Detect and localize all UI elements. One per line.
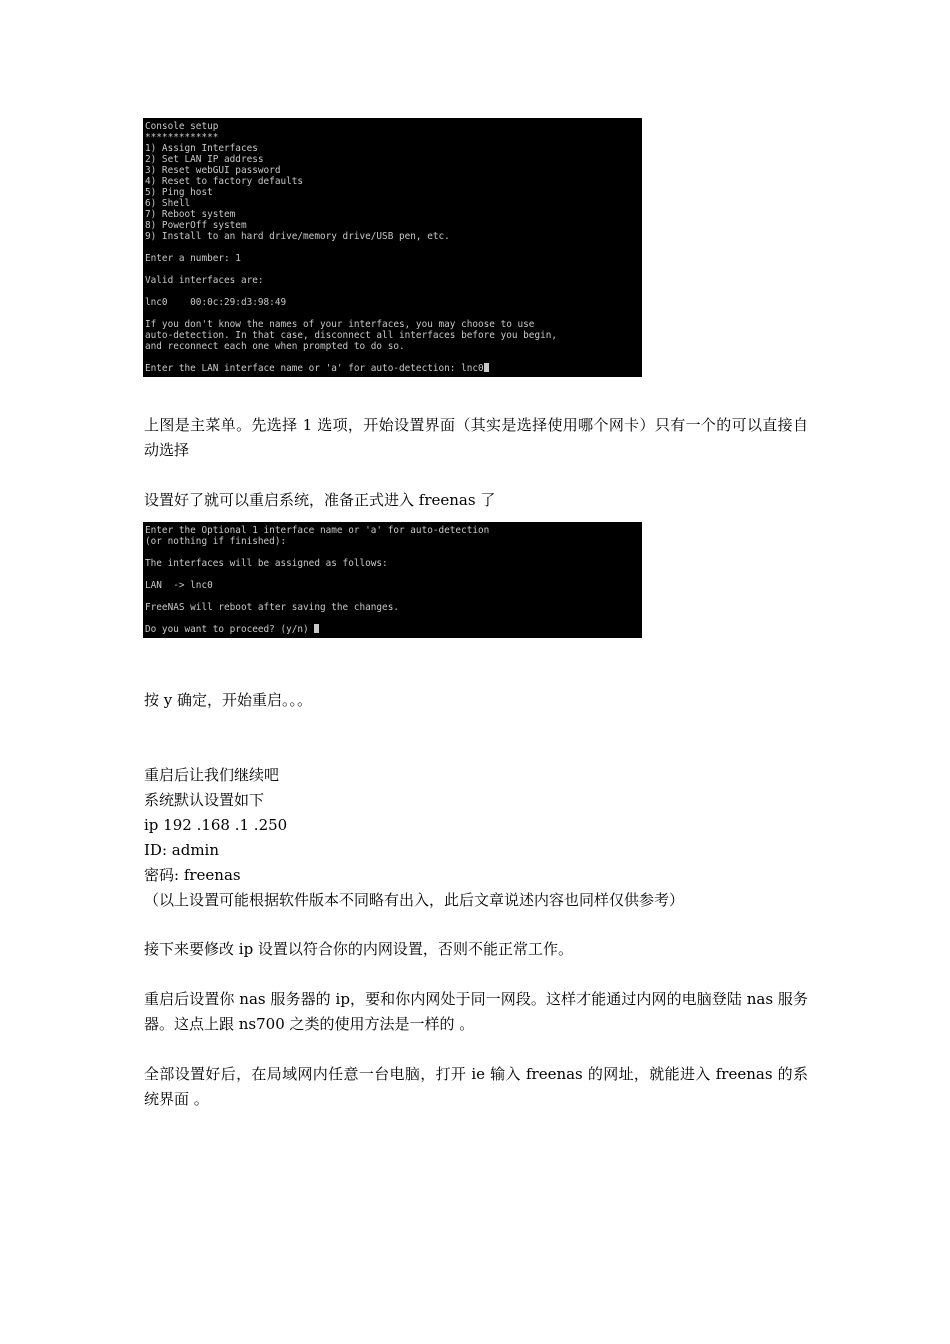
- terminal-line: and reconnect each one when prompted to do so.: [145, 341, 405, 352]
- default-id: ID: admin: [144, 841, 219, 859]
- terminal-prompt-line: [145, 624, 640, 635]
- terminal-line: Enter a number: 1: [145, 253, 241, 264]
- terminal-prompt-text: Do you want to proceed? (y/n): [145, 624, 315, 635]
- terminal-line: 5) Ping host: [145, 187, 213, 198]
- paragraph-set-ip: 重启后设置你 nas 服务器的 ip，要和你内网处于同一网段。这样才能通过内网的电脑登陆 nas 服务器。这点上跟 ns700 之类的使用方法是一样的 。: [144, 990, 808, 1033]
- interface-assign-screenshot: [143, 522, 642, 638]
- default-ip: ip 192 .168 .1 .250: [144, 816, 288, 834]
- cursor-icon: [314, 624, 319, 633]
- terminal-line: [145, 242, 640, 253]
- terminal-line: (or nothing if finished):: [145, 536, 287, 547]
- terminal-line: lnc0 00:0c:29:d3:98:49: [145, 297, 287, 308]
- paragraph-modify-ip: 接下来要修改 ip 设置以符合你的内网设置，否则不能正常工作。: [144, 940, 573, 958]
- continue-line: 重启后让我们继续吧: [144, 766, 280, 784]
- terminal-line: [145, 352, 640, 363]
- terminal-line: 2) Set LAN IP address: [145, 154, 264, 165]
- terminal-line: auto-detection. In that case, disconnect all interfaces before you begin,: [145, 330, 558, 341]
- terminal-prompt-text: Enter the LAN interface name or 'a' for auto-detection: lnc0: [145, 363, 484, 374]
- cursor-icon: [484, 363, 489, 372]
- default-settings-block: [144, 763, 808, 913]
- defaults-heading: 系统默认设置如下: [144, 791, 265, 809]
- terminal-line: FreeNAS will reboot after saving the changes.: [145, 602, 399, 613]
- terminal-line: 3) Reset webGUI password: [145, 165, 281, 176]
- terminal-prompt-line: [145, 363, 640, 374]
- paragraph-reboot-ready: 设置好了就可以重启系统，准备正式进入 freenas 了: [144, 491, 496, 509]
- terminal-line: LAN -> lnc0: [145, 580, 213, 591]
- terminal-line: Enter the Optional 1 interface name or 'a' for auto-detection: [145, 525, 490, 536]
- terminal-line: 9) Install to an hard drive/memory drive/USB pen, etc.: [145, 231, 450, 242]
- terminal-line: [145, 264, 640, 275]
- terminal-line: [145, 569, 640, 580]
- terminal-line: *************: [145, 132, 219, 143]
- version-note: （以上设置可能根据软件版本不同略有出入，此后文章说述内容也同样仅供参考）: [144, 891, 685, 909]
- console-setup-screenshot: [143, 118, 642, 377]
- paragraph-main-menu: 上图是主菜单。先选择 1 选项，开始设置界面（其实是选择使用哪个网卡）只有一个的可以直接自动选择: [144, 416, 808, 459]
- terminal-line: [145, 547, 640, 558]
- terminal-line: [145, 613, 640, 624]
- terminal-line: [145, 286, 640, 297]
- paragraph-confirm-reboot: 按 y 确定，开始重启。。。: [144, 691, 313, 709]
- terminal-line: 6) Shell: [145, 198, 191, 209]
- paragraph-access-webgui: 全部设置好后，在局域网内任意一台电脑，打开 ie 输入 freenas 的网址，就能进入 freenas 的系统界面 。: [144, 1065, 808, 1108]
- terminal-line: If you don't know the names of your interfaces, you may choose to use: [145, 319, 535, 330]
- terminal-line: The interfaces will be assigned as follows:: [145, 558, 388, 569]
- terminal-line: [145, 308, 640, 319]
- terminal-line: 7) Reboot system: [145, 209, 236, 220]
- terminal-line: Console setup: [145, 121, 219, 132]
- terminal-line: 4) Reset to factory defaults: [145, 176, 304, 187]
- terminal-line: [145, 591, 640, 602]
- terminal-line: 1) Assign Interfaces: [145, 143, 258, 154]
- terminal-line: 8) PowerOff system: [145, 220, 247, 231]
- default-password: 密码: freenas: [144, 866, 241, 884]
- terminal-line: Valid interfaces are:: [145, 275, 264, 286]
